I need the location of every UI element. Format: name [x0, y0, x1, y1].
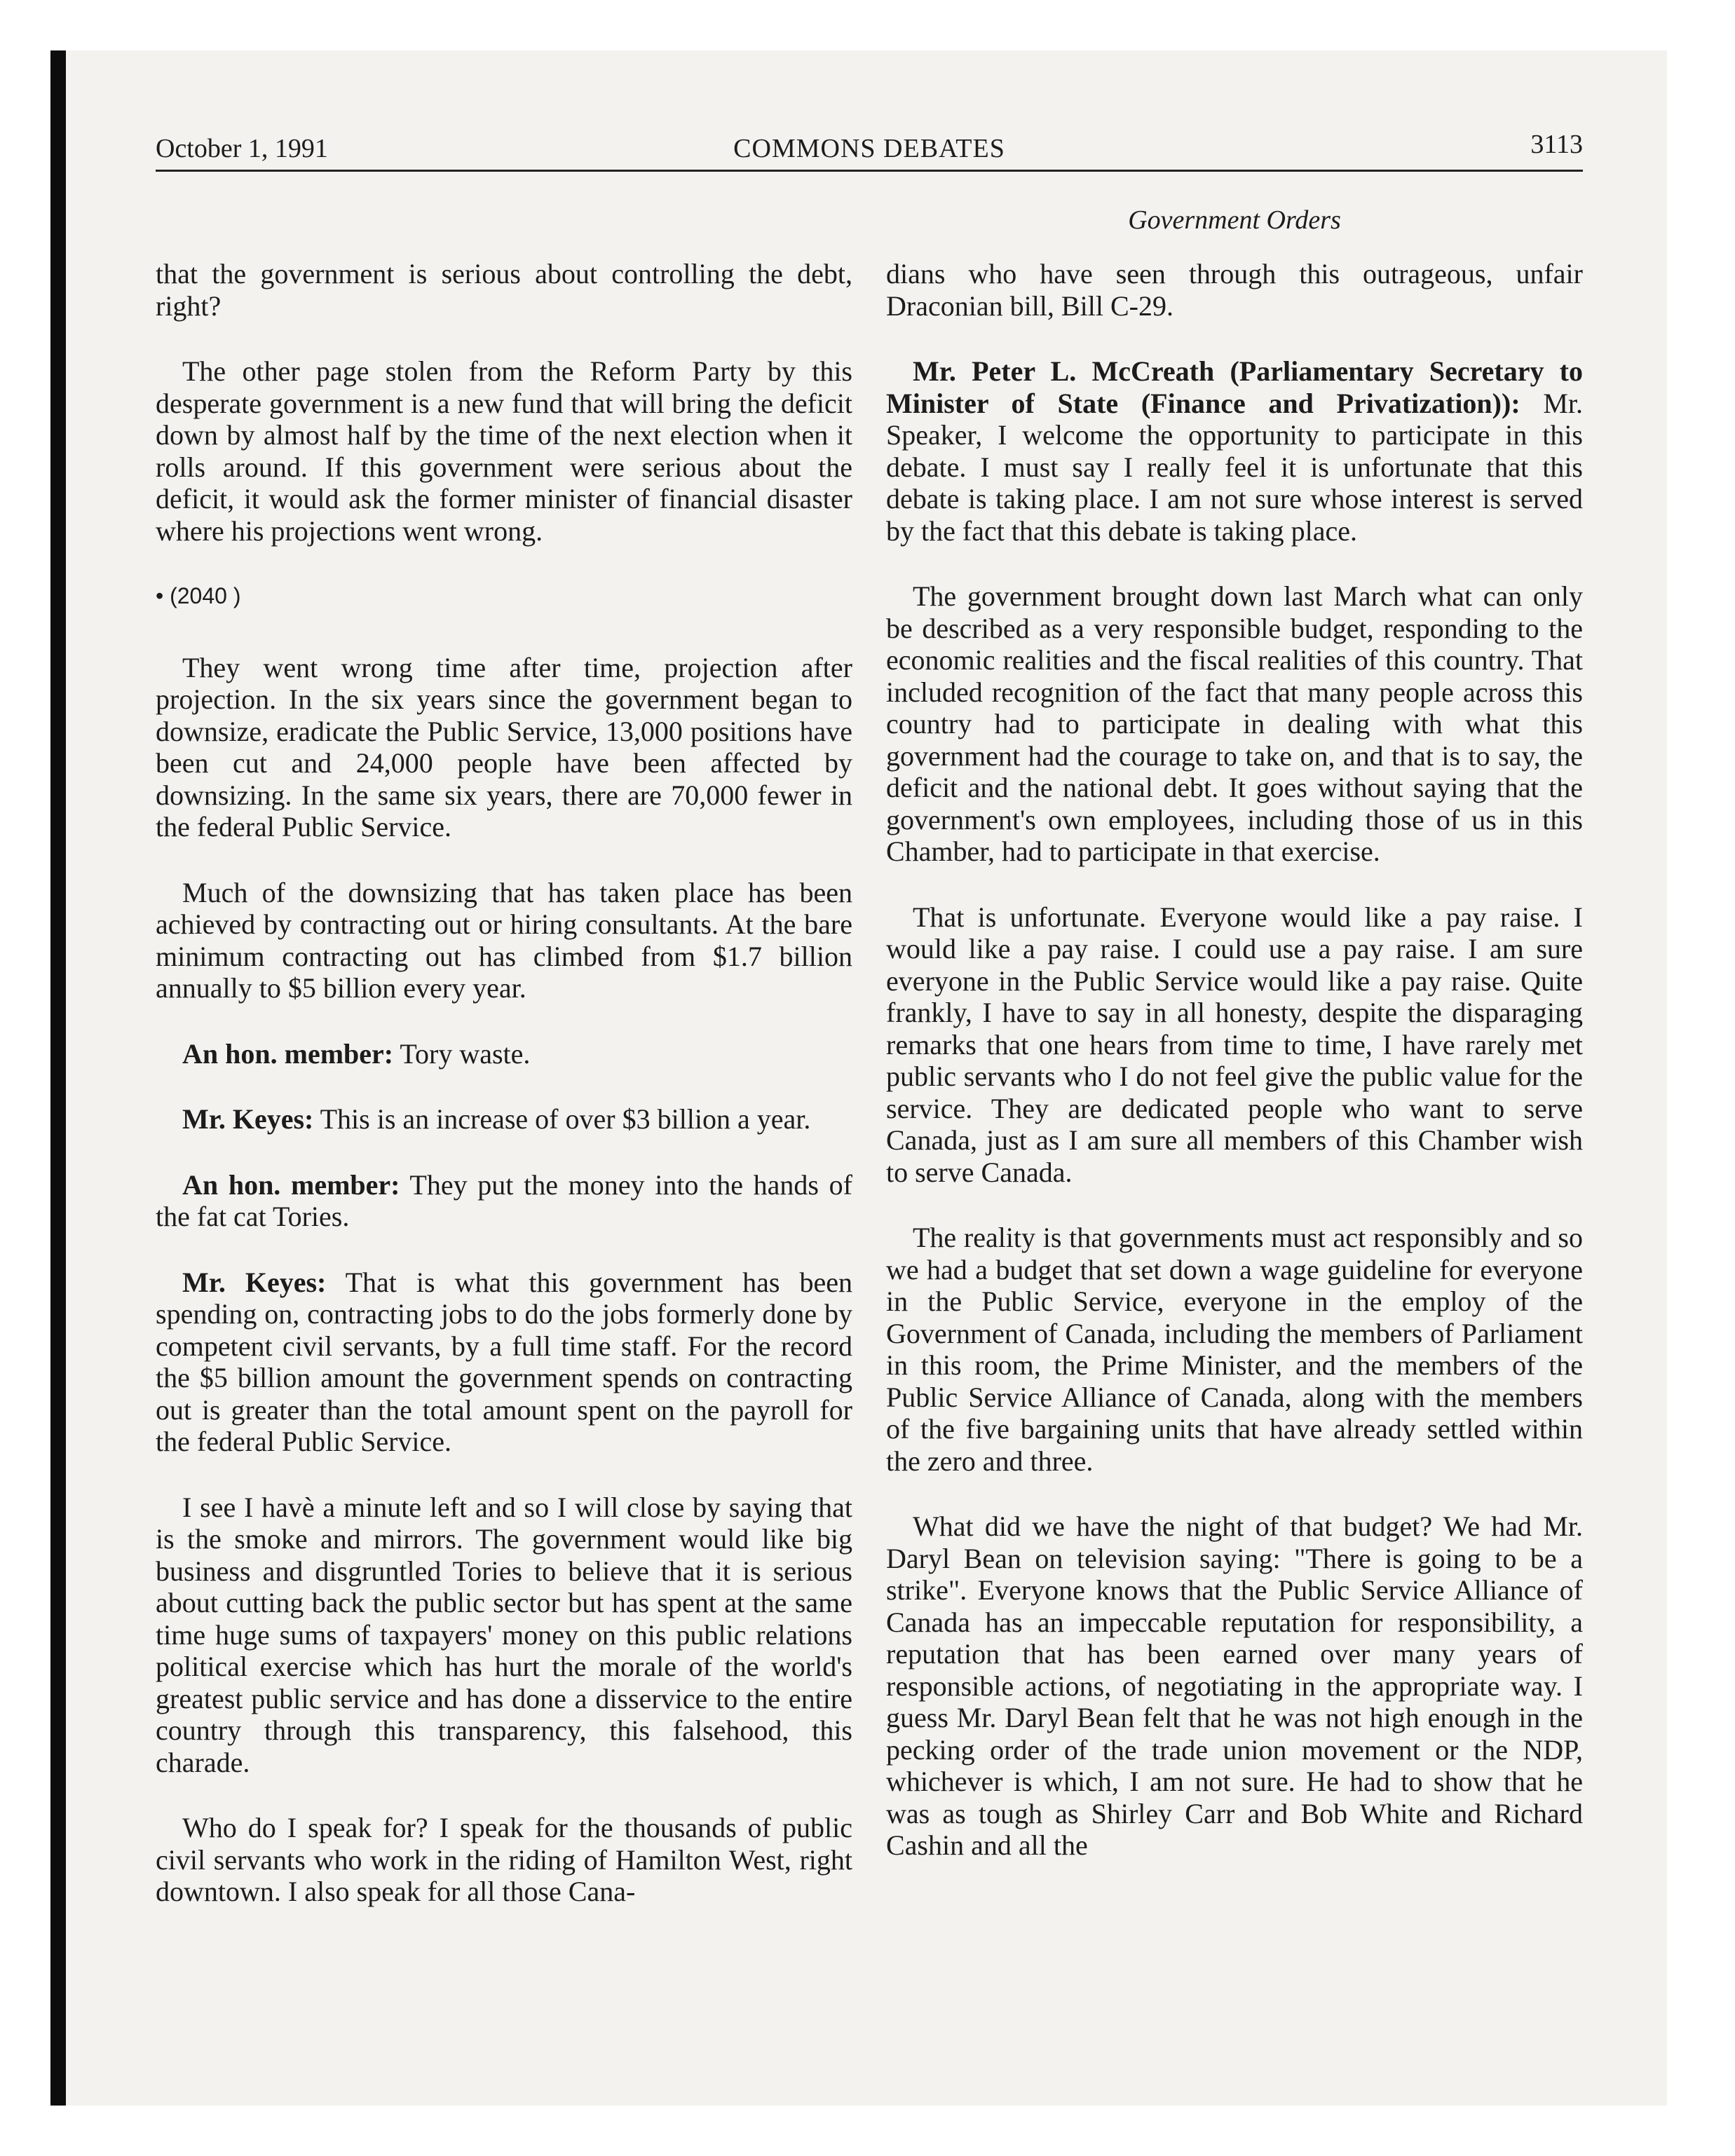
header-date: October 1, 1991 [156, 134, 328, 163]
paragraph: The other page stolen from the Reform Party by this desperate government is a new fund that will bring the deficit down by almost half by the time of the next election when it rolls around. If this government were serious about the deficit, it would ask the former minister of financial disaster where his projections went wrong. [156, 355, 852, 547]
paragraph: Much of the downsizing that has taken place has been achieved by contracting out or hiring consultants. At the bare minimum contracting out has climbed from $1.7 billion annually to $5 billion every year. [156, 876, 852, 1004]
speech [156, 1267, 852, 1458]
speaker-name: Mr. Peter L. McCreath (Parliamentary Secretary to Minister of State (Finance and Privatization)): [886, 355, 1583, 419]
speech-text: Tory waste. [393, 1037, 531, 1070]
left-column [156, 258, 852, 1942]
header-rule [156, 170, 1583, 172]
speech [156, 1169, 852, 1233]
speech [156, 1038, 852, 1070]
speaker-name: An hon. member: [182, 1168, 400, 1201]
time-marker: • (2040 ) [156, 583, 241, 608]
header-title: COMMONS DEBATES [733, 134, 1005, 163]
speaker-name: Mr. Keyes: [182, 1266, 327, 1298]
binding-edge [50, 50, 66, 2106]
paragraph: I see I havè a minute left and so I will close by saying that is the smoke and mirrors. The government would like big business and disgruntled Tories to believe that it is serious about cutting back the public sector but has spent at the same time huge sums of taxpayers' money on this public relations political exercise which has hurt the morale of the world's greatest public service and has done a disservice to the entire country through this transparency, this falsehood, this charade. [156, 1491, 852, 1778]
paragraph: dians who have seen through this outrageous, unfair Draconian bill, Bill C-29. [886, 258, 1583, 322]
speech-text: That is what this government has been spending on, contracting jobs to do the jobs formerly done by competent civil servants, by a full time staff. For the record the $5 billion amount the government spends on contracting out is greater than the total amount spent on the payroll for the federal Public Service. [156, 1266, 853, 1457]
right-column [886, 258, 1583, 1895]
speech [156, 1103, 852, 1135]
paragraph: that the government is serious about controlling the debt, right? [156, 258, 852, 322]
speech [886, 355, 1583, 547]
speech-text: They put the money into the hands of the fat cat Tories. [156, 1168, 853, 1232]
speaker-name: Mr. Keyes: [182, 1103, 314, 1135]
paragraph: They went wrong time after time, projection after projection. In the six years since the government began to downsize, eradicate the Public Service, 13,000 positions have been cut and 24,000 people have been affected by downsizing. In the same six years, there are 70,000 fewer in the federal Public Service. [156, 651, 852, 842]
paragraph: The reality is that governments must act responsibly and so we had a budget that set down a wage guideline for everyone in the Public Service, everyone in the employ of the Government of Canada, including the members of Parliament in this room, the Prime Minister, and the members of the Public Service Alliance of Canada, along with the members of the five bargaining units that have already settled within the zero and three. [886, 1222, 1583, 1477]
paragraph: That is unfortunate. Everyone would like a pay raise. I would like a pay raise. I could use a pay raise. I am sure everyone in the Public Service would like a pay raise. Quite frankly, I have to say in all honesty, despite the disparaging remarks that one hears from time to time, I have rarely met public servants who I do not feel give the public value for the service. They are dedicated people who want to serve Canada, just as I am sure all members of this Chamber wish to serve Canada. [886, 901, 1583, 1188]
speech-text: This is an increase of over $3 billion a year. [313, 1103, 811, 1135]
paragraph: What did we have the night of that budget? We had Mr. Daryl Bean on television saying: "There is going to be a strike". Everyone knows that the Public Service Alliance of Canada has an impeccable reputation for responsibility, a reputation that has been earned over many years of responsible actions, of negotiating in the appropriate way. I guess Mr. Daryl Bean felt that he was not high enough in the pecking order of the trade union movement or the NDP, whichever is which, I am not sure. He had to show that he was as tough as Shirley Carr and Bob White and Richard Cashin and all the [886, 1510, 1583, 1861]
paragraph: Who do I speak for? I speak for the thousands of public civil servants who work in the riding of Hamilton West, right downtown. I also speak for all those Cana- [156, 1812, 852, 1907]
paragraph: The government brought down last March what can only be described as a very responsible budget, responding to the economic realities and the fiscal realities of this country. That included recognition of the fact that many people across this country had to participate in dealing with what this government had the courage to take on, and that is to say, the deficit and the national debt. It goes without saying that the government's own employees, including those of us in this Chamber, had to participate in that exercise. [886, 580, 1583, 867]
page-number: 3113 [1530, 130, 1583, 159]
speech-text: Mr. Speaker, I welcome the opportunity to participate in this debate. I must say I really feel it is unfortunate that this debate is taking place. I am not sure whose interest is served by the fact that this debate is taking place. [886, 387, 1583, 547]
speaker-name: An hon. member: [182, 1037, 394, 1070]
section-label: Government Orders [1128, 205, 1341, 235]
running-header [156, 125, 1583, 170]
